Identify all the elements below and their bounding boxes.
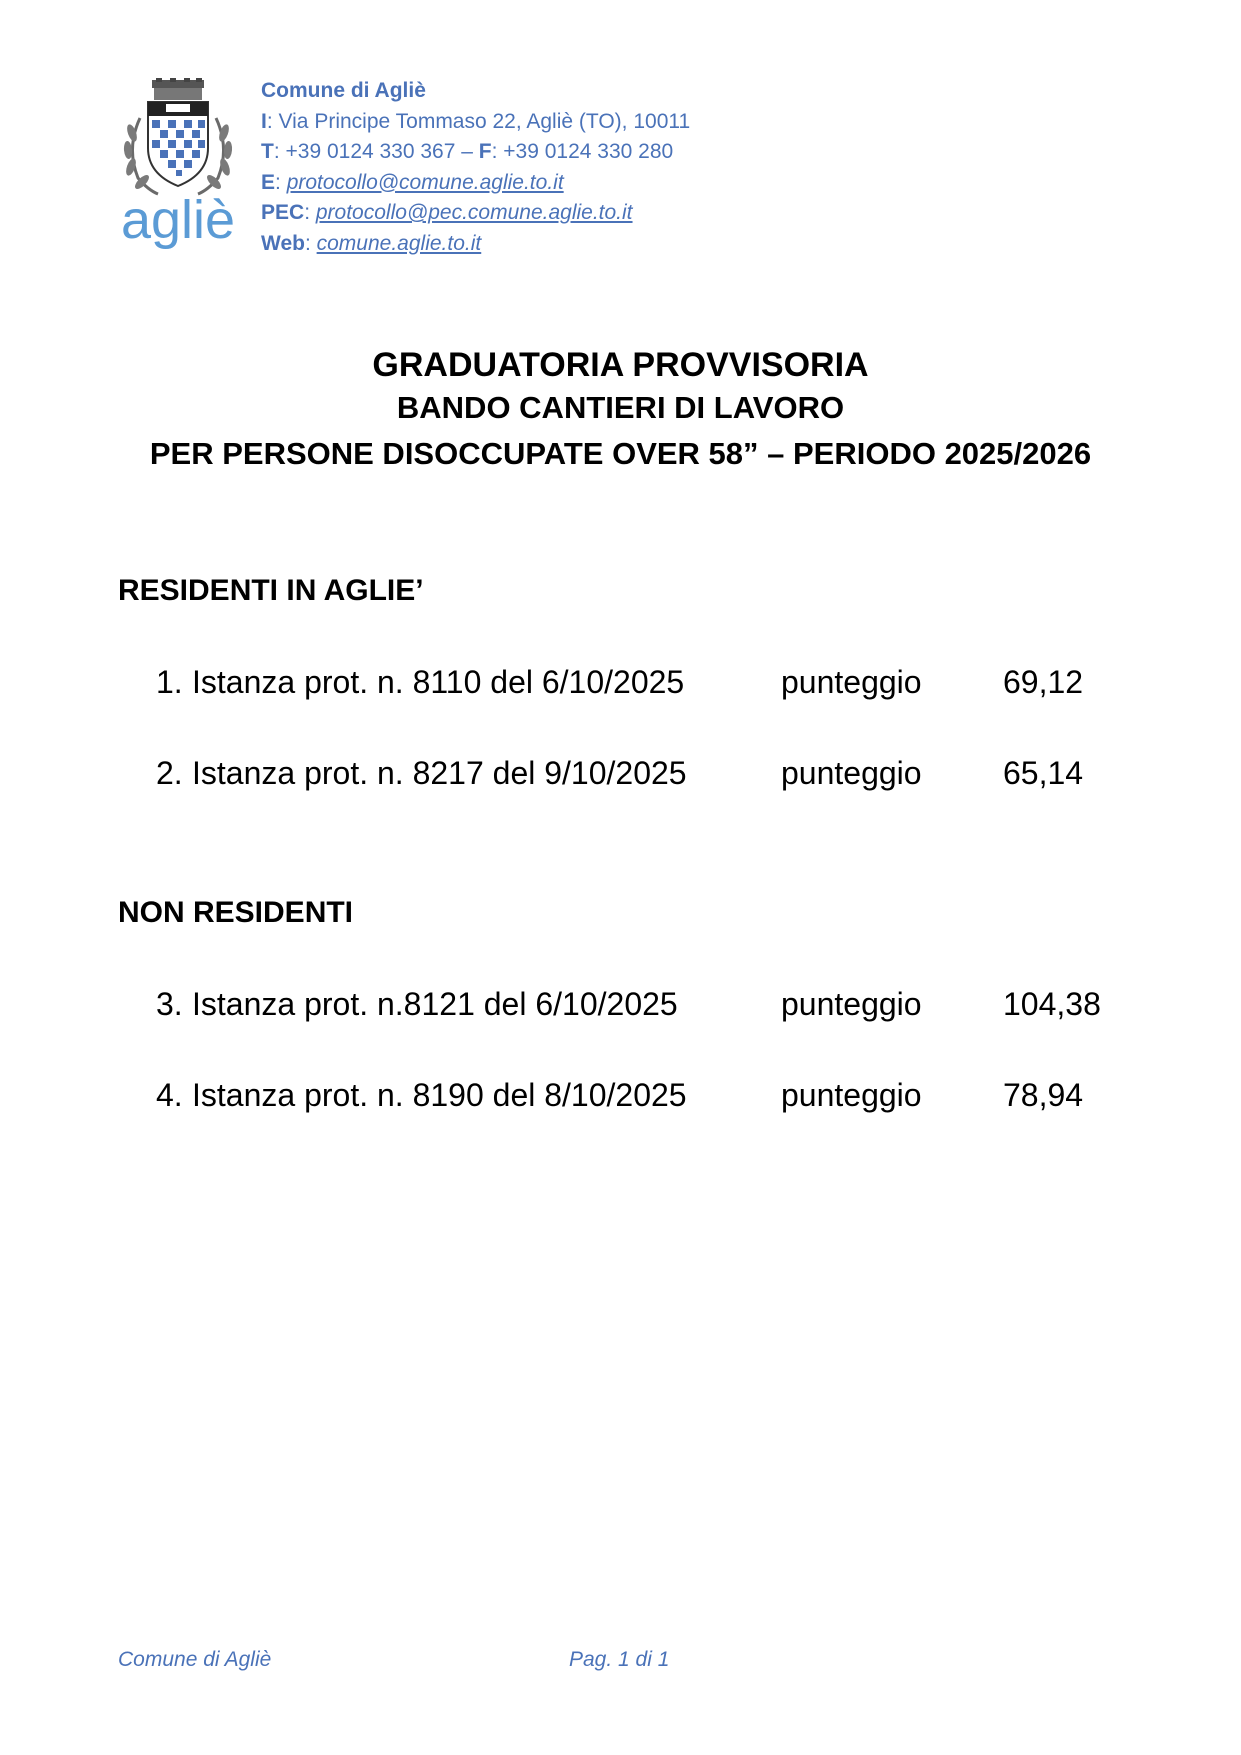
- pec-line: PEC: protocollo@pec.comune.aglie.to.it: [261, 201, 633, 224]
- contact-header: [261, 76, 690, 259]
- email-line: E: protocollo@comune.aglie.to.it: [261, 170, 564, 194]
- title-line-2: BANDO CANTIERI DI LAVORO: [396, 390, 845, 425]
- footer-page-number: Pag. 1 di 1: [569, 1648, 670, 1671]
- municipal-logo: [118, 78, 238, 260]
- footer-org: Comune di Agliè: [118, 1648, 272, 1671]
- section-heading-residents: RESIDENTI IN AGLIE’: [118, 574, 424, 607]
- document-title: [0, 345, 1241, 477]
- web-line: Web: comune.aglie.to.it: [261, 231, 482, 255]
- email-link[interactable]: protocollo@comune.aglie.to.it: [286, 170, 564, 194]
- org-name: Comune di Agliè: [261, 79, 426, 102]
- phone-line: T: +39 0124 330 367 – F: +39 0124 330 280: [261, 140, 674, 163]
- coat-of-arms-icon: [118, 78, 238, 260]
- logo-wordmark: agliè: [120, 190, 236, 250]
- address-line: I: Via Principe Tommaso 22, Agliè (TO), 10011: [261, 109, 691, 133]
- title-line-1: GRADUATORIA PROVVISORIA: [372, 346, 869, 384]
- section-heading-non-residents: NON RESIDENTI: [118, 896, 354, 929]
- web-link[interactable]: comune.aglie.to.it: [316, 231, 482, 255]
- pec-link[interactable]: protocollo@pec.comune.aglie.to.it: [315, 201, 633, 224]
- title-line-3: PER PERSONE DISOCCUPATE OVER 58” – PERIODO 2025/2026: [149, 436, 1092, 471]
